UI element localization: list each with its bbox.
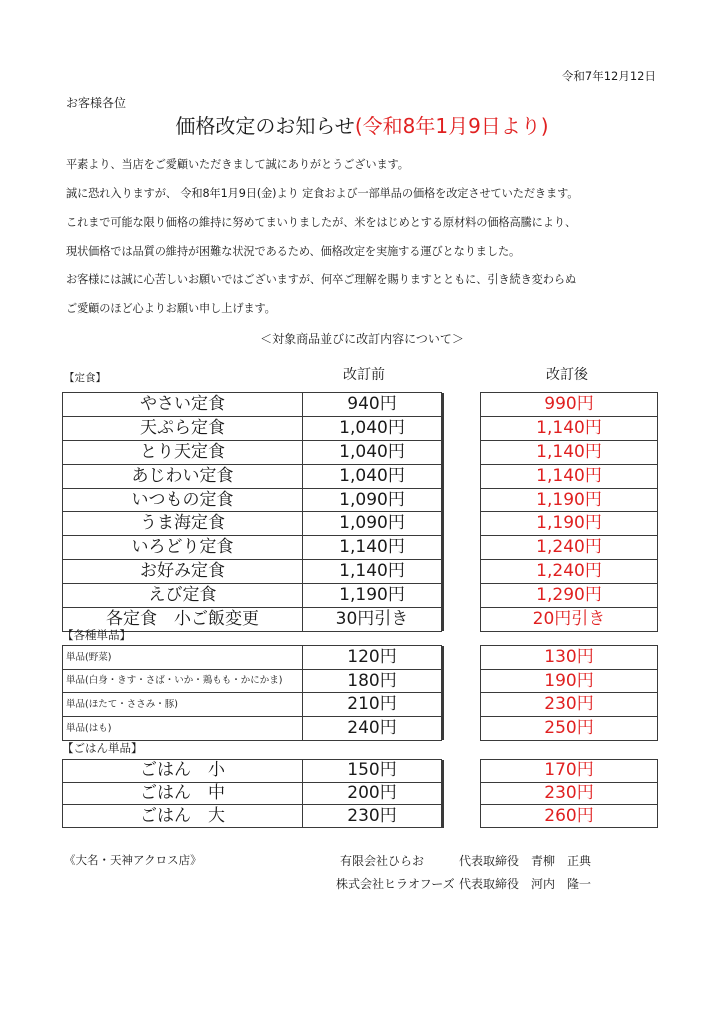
arrow-cell — [442, 464, 444, 488]
price-row — [63, 464, 658, 488]
arrow-cell — [442, 717, 444, 741]
price-after: 130円 — [481, 646, 658, 670]
price-before: 1,040円 — [303, 440, 442, 464]
price-after: 250円 — [481, 717, 658, 741]
rice-price-table — [62, 759, 658, 828]
item-name: 各定食 小ご飯変更 — [63, 608, 303, 632]
section-label-set-meals: 【定食】 — [64, 372, 106, 384]
single-item-price-table — [62, 645, 658, 741]
item-name: あじわい定食 — [63, 464, 303, 488]
arrow-cell — [442, 584, 444, 608]
price-row — [63, 560, 658, 584]
item-name: 単品(野菜) — [63, 646, 303, 670]
right-triangle-icon — [443, 469, 444, 477]
price-before: 1,040円 — [303, 464, 442, 488]
addressee: お客様各位 — [66, 96, 127, 110]
item-name: いろどり定食 — [63, 536, 303, 560]
price-row — [63, 440, 658, 464]
right-triangle-icon — [443, 722, 444, 730]
right-triangle-icon — [443, 589, 444, 597]
price-after: 170円 — [481, 760, 658, 783]
item-name: とり天定食 — [63, 440, 303, 464]
price-after: 1,140円 — [481, 464, 658, 488]
price-row — [63, 669, 658, 693]
price-row — [63, 512, 658, 536]
item-name: お好み定食 — [63, 560, 303, 584]
right-triangle-icon — [443, 541, 444, 549]
price-row — [63, 693, 658, 717]
price-after: 1,240円 — [481, 560, 658, 584]
price-before: 180円 — [303, 669, 442, 693]
price-before: 1,190円 — [303, 584, 442, 608]
price-before: 1,140円 — [303, 536, 442, 560]
price-before: 30円引き — [303, 608, 442, 632]
arrow-cell — [442, 512, 444, 536]
price-after: 1,240円 — [481, 536, 658, 560]
arrow-cell — [442, 693, 444, 717]
right-triangle-icon — [443, 698, 444, 706]
body-paragraph: 平素より、当店をご愛顧いただきまして誠にありがとうございます。 — [66, 158, 409, 171]
price-after: 1,290円 — [481, 584, 658, 608]
arrow-cell — [442, 488, 444, 512]
price-row — [63, 393, 658, 417]
item-name: 単品(白身・きす・さば・いか・鶏もも・かにかま) — [63, 669, 303, 693]
price-row — [63, 416, 658, 440]
right-triangle-icon — [443, 398, 444, 406]
arrow-cell — [442, 440, 444, 464]
body-paragraph: ご愛顧のほど心よりお願い申し上げます。 — [66, 302, 276, 315]
arrow-cell — [442, 760, 444, 783]
arrow-cell — [442, 669, 444, 693]
price-row — [63, 717, 658, 741]
section-label-rice: 【ごはん単品】 — [62, 741, 143, 755]
price-after: 990円 — [481, 393, 658, 417]
arrow-cell — [442, 805, 444, 828]
price-before: 1,090円 — [303, 512, 442, 536]
price-before: 120円 — [303, 646, 442, 670]
arrow-cell — [442, 393, 444, 417]
price-after: 1,140円 — [481, 416, 658, 440]
body-paragraph: 現状価格では品質の維持が困難な状況であるため、価格改定を実施する運びとなりました。 — [66, 245, 521, 258]
store-name: 《大名・天神アクロス店》 — [64, 853, 202, 867]
price-before: 1,090円 — [303, 488, 442, 512]
price-before: 240円 — [303, 717, 442, 741]
price-before: 230円 — [303, 805, 442, 828]
section-label-single-items: 【各種単品】 — [62, 628, 131, 642]
item-name: ごはん 中 — [63, 782, 303, 805]
price-row — [63, 760, 658, 783]
body-paragraph: お客様には誠に心苦しいお願いではございますが、何卒ご理解を賜りますとともに、引き続き変わらぬ — [66, 273, 577, 286]
right-triangle-icon — [443, 765, 444, 773]
price-after: 20円引き — [481, 608, 658, 632]
price-row — [63, 536, 658, 560]
price-row — [63, 584, 658, 608]
item-name: いつもの定食 — [63, 488, 303, 512]
right-triangle-icon — [443, 651, 444, 659]
right-triangle-icon — [443, 517, 444, 525]
body-paragraph: これまで可能な限り価格の維持に努めてまいりましたが、米をはじめとする原材料の価格高騰により、 — [66, 216, 577, 229]
item-name: 単品(ほたて・ささみ・豚) — [63, 693, 303, 717]
arrow-cell — [442, 416, 444, 440]
price-after: 260円 — [481, 805, 658, 828]
item-name: やさい定食 — [63, 393, 303, 417]
title-effective-date: (令和8年1月9日より) — [354, 114, 549, 138]
price-before: 210円 — [303, 693, 442, 717]
column-header-after: 改訂後 — [546, 367, 588, 383]
body-paragraph: 誠に恐れ入りますが、 令和8年1月9日(金)より 定食および一部単品の価格を改定させていただきます。 — [66, 187, 579, 200]
set-meal-price-table — [62, 392, 658, 632]
title-main: 価格改定のお知らせ — [175, 114, 355, 138]
column-header-before: 改訂前 — [343, 367, 385, 383]
price-before: 200円 — [303, 782, 442, 805]
notice-date: 令和7年12月12日 — [561, 69, 656, 83]
price-before: 1,140円 — [303, 560, 442, 584]
price-row — [63, 608, 658, 632]
item-name: 天ぷら定食 — [63, 416, 303, 440]
price-after: 190円 — [481, 669, 658, 693]
representative-2: 代表取締役 河内 隆一 — [459, 877, 592, 891]
arrow-cell — [442, 646, 444, 670]
item-name: えび定食 — [63, 584, 303, 608]
price-before: 150円 — [303, 760, 442, 783]
arrow-cell — [442, 536, 444, 560]
page-title — [0, 110, 724, 139]
price-after: 1,140円 — [481, 440, 658, 464]
right-triangle-icon — [443, 787, 444, 795]
right-triangle-icon — [443, 565, 444, 573]
arrow-cell — [442, 782, 444, 805]
right-triangle-icon — [443, 674, 444, 682]
price-after: 1,190円 — [481, 512, 658, 536]
price-row — [63, 782, 658, 805]
arrow-cell — [442, 608, 444, 632]
representative-1: 代表取締役 青柳 正典 — [459, 854, 592, 868]
company-name-2: 株式会社ヒラオフーズ — [336, 877, 455, 891]
price-row — [63, 488, 658, 512]
price-after: 230円 — [481, 782, 658, 805]
item-name: うま海定食 — [63, 512, 303, 536]
price-row — [63, 646, 658, 670]
right-triangle-icon — [443, 493, 444, 501]
price-before: 1,040円 — [303, 416, 442, 440]
price-row — [63, 805, 658, 828]
right-triangle-icon — [443, 421, 444, 429]
right-triangle-icon — [443, 810, 444, 818]
item-name: ごはん 大 — [63, 805, 303, 828]
table-subheading: ＜対象商品並びに改訂内容について＞ — [260, 332, 464, 346]
price-after: 1,190円 — [481, 488, 658, 512]
item-name: ごはん 小 — [63, 760, 303, 783]
price-before: 940円 — [303, 393, 442, 417]
arrow-cell — [442, 560, 444, 584]
item-name: 単品(はも) — [63, 717, 303, 741]
price-after: 230円 — [481, 693, 658, 717]
right-triangle-icon — [443, 613, 444, 621]
company-name-1: 有限会社ひらお — [340, 854, 425, 868]
right-triangle-icon — [443, 445, 444, 453]
